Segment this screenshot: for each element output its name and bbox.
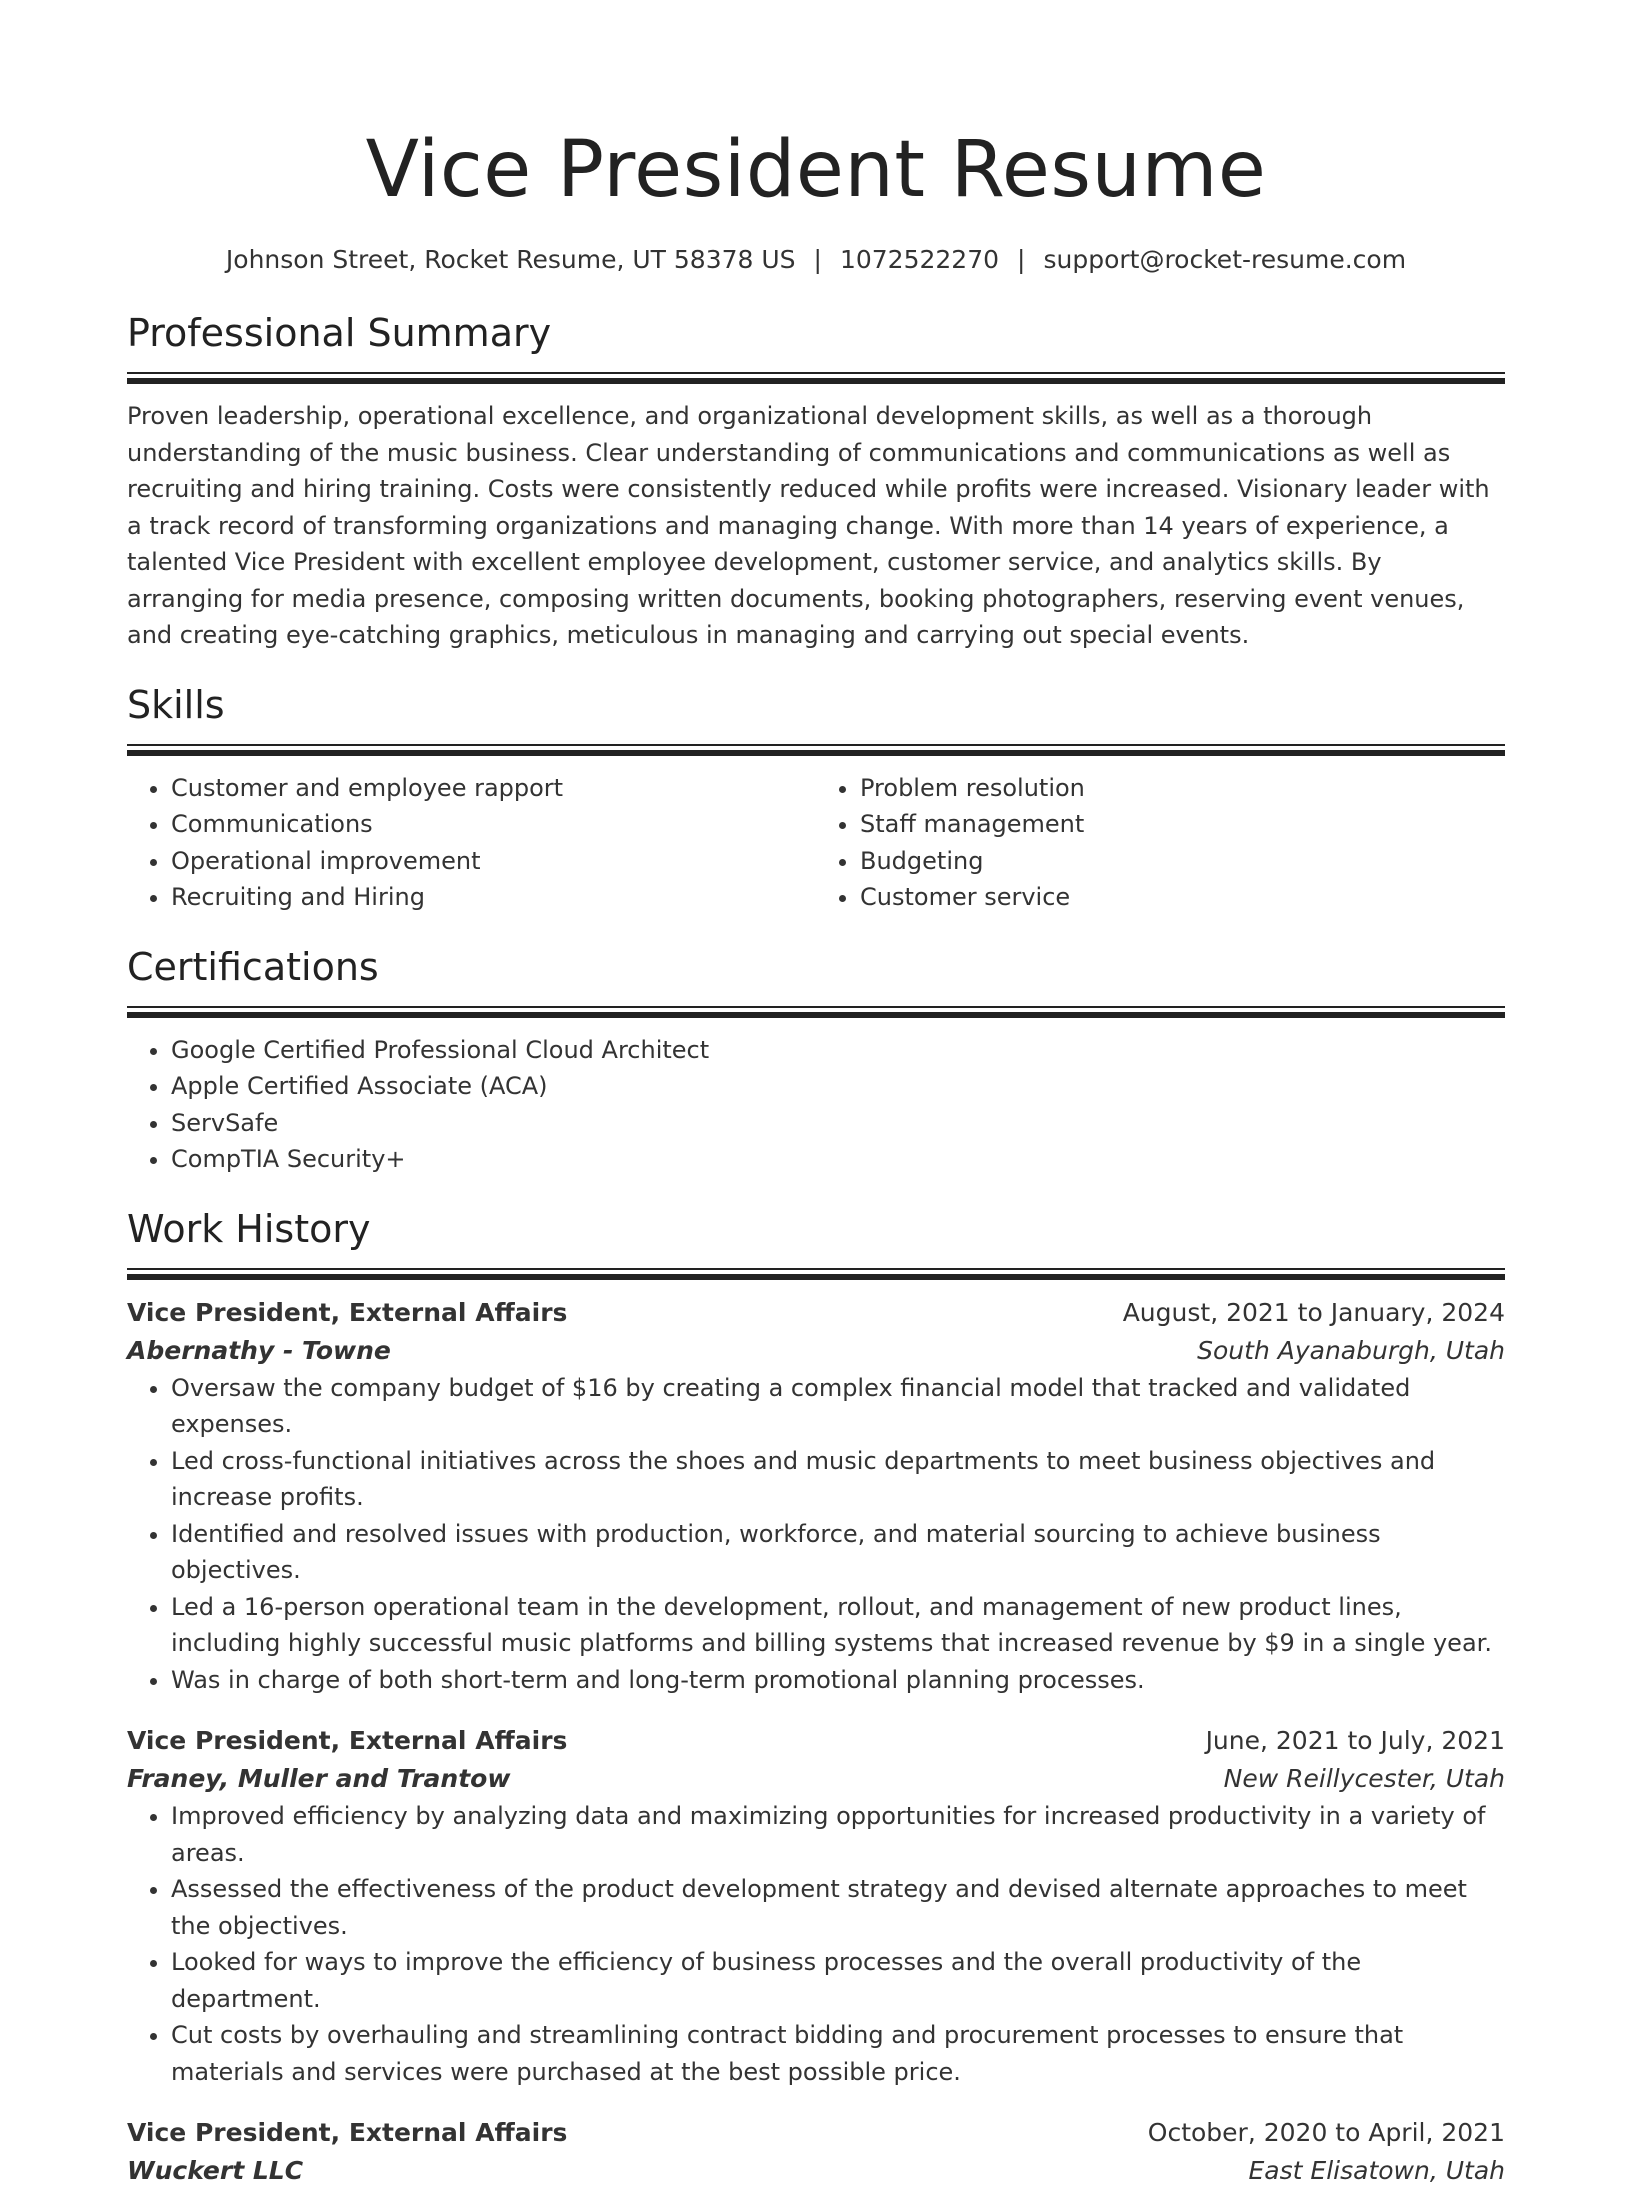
certifications-section (127, 942, 1505, 1178)
certification-item: • Google Certified Professional Cloud Architect (171, 1032, 1505, 1069)
job-title: Vice President, External Affairs (127, 1294, 567, 1332)
contact-separator: | (1017, 242, 1025, 278)
job-location: East Elisatown, Utah (1249, 2152, 1505, 2190)
job-company: Wuckert LLC (127, 2152, 303, 2190)
skills-list-left (127, 770, 816, 916)
certifications-list (127, 1032, 1505, 1178)
section-divider (127, 372, 1505, 384)
work-history-heading: Work History (127, 1204, 1505, 1254)
certifications-heading: Certifications (127, 942, 1505, 992)
section-divider (127, 744, 1505, 756)
certification-item: • ServSafe (171, 1105, 1505, 1142)
page-title: Vice President Resume (127, 0, 1505, 222)
job-bullet: • Led cross-functional initiatives across the shoes and music departments to meet business objectives and increase profits. (171, 1443, 1505, 1516)
job-header-row (127, 1294, 1505, 1332)
job-company: Franey, Muller and Trantow (127, 1760, 510, 1798)
skill-item: • Customer and employee rapport (171, 770, 816, 807)
certification-item: • Apple Certified Associate (ACA) (171, 1068, 1505, 1105)
job-bullet: • Improved efficiency by analyzing data and maximizing opportunities for increased productivity in a variety of areas. (171, 1798, 1505, 1871)
job-title: Vice President, External Affairs (127, 2114, 567, 2152)
job-bullet: • Cut costs by overhauling and streamlining contract bidding and procurement processes to ensure that materials and services were purchased at the best possible price. (171, 2017, 1505, 2090)
job-company-row (127, 1760, 1505, 1798)
job-location: New Reillycester, Utah (1224, 1760, 1505, 1798)
job-entry (127, 2114, 1505, 2190)
contact-line (127, 242, 1505, 278)
contact-separator: | (814, 242, 822, 278)
skills-section (127, 680, 1505, 916)
job-dates: October, 2020 to April, 2021 (1148, 2114, 1505, 2152)
job-bullet: • Looked for ways to improve the efficiency of business processes and the overall productivity of the department. (171, 1944, 1505, 2017)
job-bullet: • Identified and resolved issues with production, workforce, and material sourcing to achieve business objectives. (171, 1516, 1505, 1589)
job-bullet: • Assessed the effectiveness of the product development strategy and devised alternate approaches to meet the objectives. (171, 1871, 1505, 1944)
job-bullets (127, 1370, 1505, 1699)
job-company-row (127, 2152, 1505, 2190)
skill-item: • Staff management (860, 806, 1505, 843)
skill-item: • Budgeting (860, 843, 1505, 880)
job-dates: August, 2021 to January, 2024 (1123, 1294, 1505, 1332)
job-entry (127, 1722, 1505, 2090)
job-bullet: • Oversaw the company budget of $16 by creating a complex financial model that tracked and validated expenses. (171, 1370, 1505, 1443)
section-divider (127, 1268, 1505, 1280)
section-divider (127, 1006, 1505, 1018)
certification-item: • CompTIA Security+ (171, 1141, 1505, 1178)
skills-heading: Skills (127, 680, 1505, 730)
job-title: Vice President, External Affairs (127, 1722, 567, 1760)
contact-address: Johnson Street, Rocket Resume, UT 58378 US (226, 245, 796, 274)
summary-text: Proven leadership, operational excellence, and organizational development skills, as well as a thorough understanding of the music business. Clear understanding of communications and communications as well as recruiting and hiring training. Costs were consistently reduced while profits were increased. Visionary leader with a track record of transforming organizations and managing change. With more than 14 years of experience, a talented Vice President with excellent employee development, customer service, and analytics skills. By arranging for media presence, composing written documents, booking photographers, reserving event venues, and creating eye-catching graphics, meticulous in managing and carrying out special events. (127, 398, 1505, 654)
summary-heading: Professional Summary (127, 308, 1505, 358)
skill-item: • Communications (171, 806, 816, 843)
job-entry (127, 1294, 1505, 1699)
skills-list-right (816, 770, 1505, 916)
skill-item: • Problem resolution (860, 770, 1505, 807)
skill-item: • Customer service (860, 879, 1505, 916)
contact-phone: 1072522270 (840, 245, 999, 274)
summary-section (127, 308, 1505, 654)
job-dates: June, 2021 to July, 2021 (1206, 1722, 1505, 1760)
job-bullet: • Was in charge of both short-term and long-term promotional planning processes. (171, 1662, 1505, 1699)
job-company: Abernathy - Towne (127, 1332, 391, 1370)
job-header-row (127, 2114, 1505, 2152)
job-company-row (127, 1332, 1505, 1370)
skills-grid (127, 770, 1505, 916)
skill-item: • Operational improvement (171, 843, 816, 880)
job-bullets (127, 1798, 1505, 2090)
work-history-section (127, 1204, 1505, 2190)
skill-item: • Recruiting and Hiring (171, 879, 816, 916)
job-bullet: • Led a 16-person operational team in the development, rollout, and management of new product lines, including highly successful music platforms and billing systems that increased revenue by $9 in a single year. (171, 1589, 1505, 1662)
contact-email[interactable]: support@rocket-resume.com (1043, 245, 1406, 274)
job-location: South Ayanaburgh, Utah (1197, 1332, 1505, 1370)
job-header-row (127, 1722, 1505, 1760)
